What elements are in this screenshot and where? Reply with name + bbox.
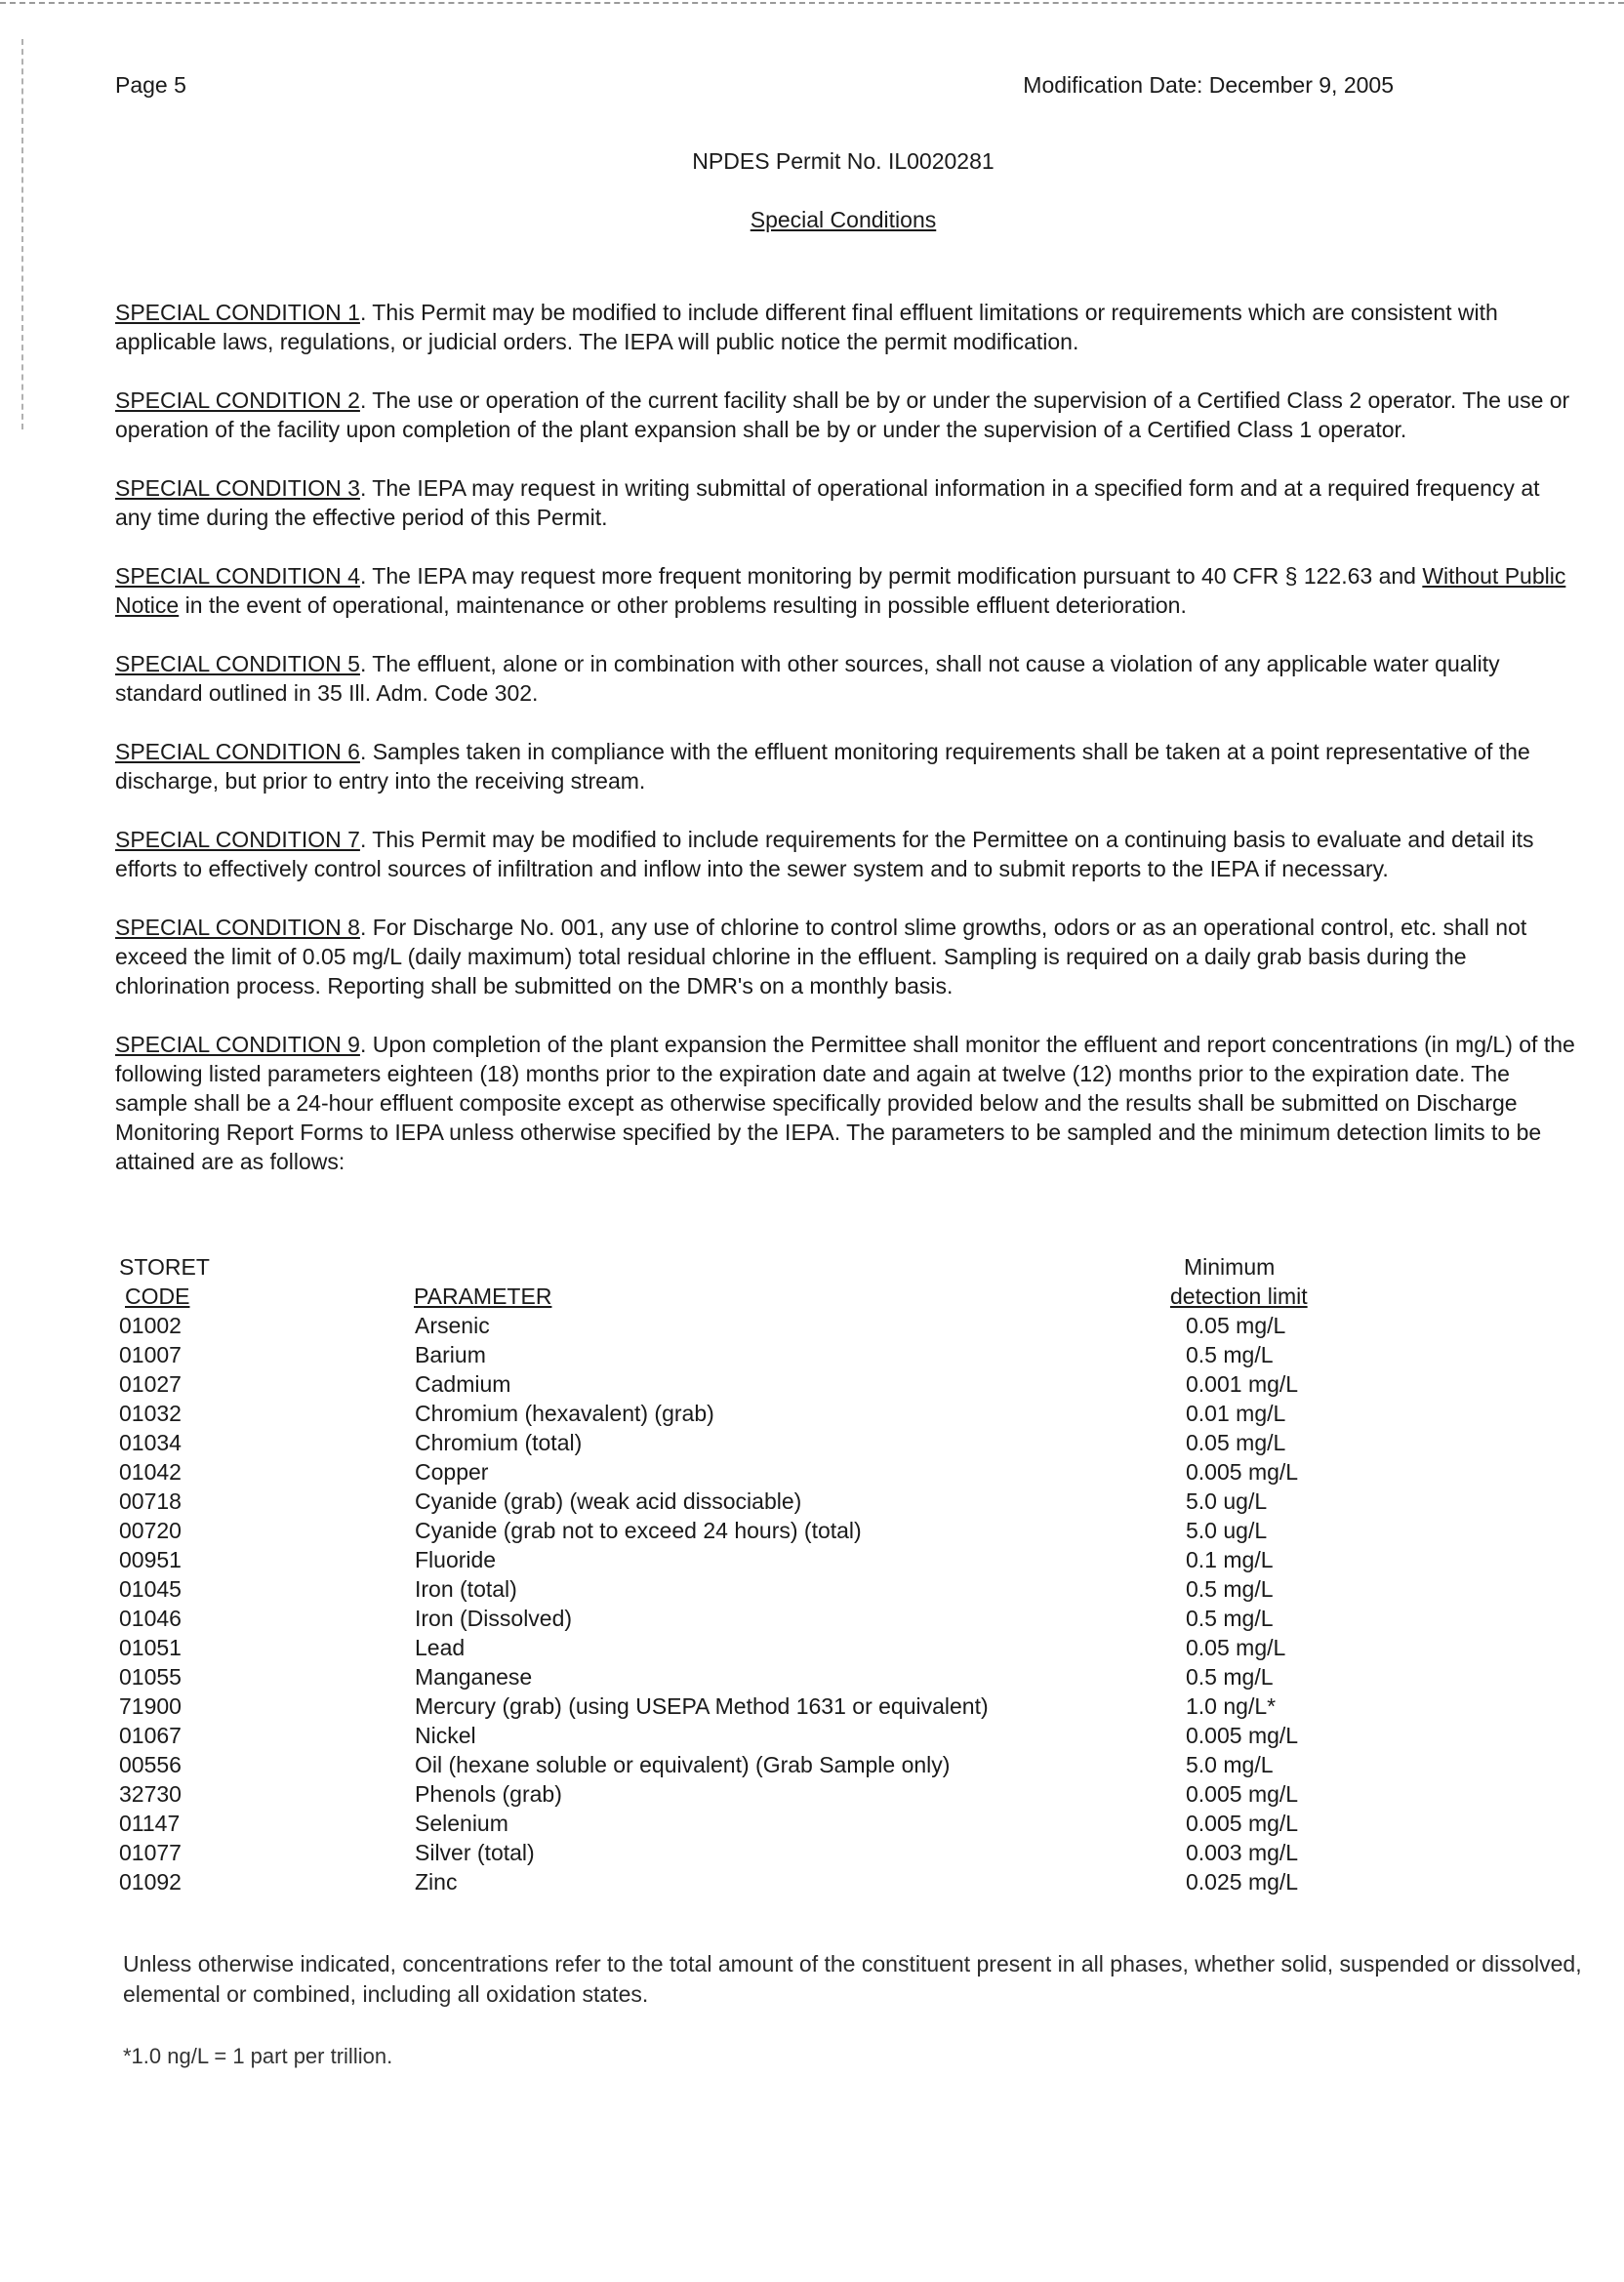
condition-underlined-text: Without Public Notice (115, 563, 1566, 618)
detection-limit: 0.005 mg/L (1186, 1811, 1299, 1836)
parameter-name: Arsenic (415, 1313, 490, 1338)
ngl-footnote: *1.0 ng/L = 1 part per trillion. (123, 2044, 393, 2068)
header-minimum: Minimum (1184, 1254, 1276, 1280)
page-number: Page 5 (115, 72, 186, 98)
storet-code: 71900 (119, 1693, 182, 1719)
permit-number: NPDES Permit No. IL0020281 (692, 148, 995, 174)
scan-artifact-left-border (21, 39, 23, 429)
table-header-row-top (115, 1252, 1335, 1282)
detection-limit: 0.1 mg/L (1186, 1547, 1274, 1572)
table-row (115, 1867, 1335, 1896)
condition-text: . This Permit may be modified to include requirements for the Permittee on a continuing basis to evaluate and detail its efforts to effectively control sources of infiltration and inflow into the sewer system and to submit reports to the IEPA if necessary. (115, 827, 1534, 881)
table-row (115, 1311, 1335, 1340)
detection-limit: 0.05 mg/L (1186, 1635, 1286, 1660)
storet-code: 01055 (119, 1664, 182, 1690)
condition-label: SPECIAL CONDITION 2 (115, 387, 360, 413)
detection-limit: 5.0 ug/L (1186, 1488, 1268, 1514)
table-row (115, 1340, 1335, 1369)
condition-text: . For Discharge No. 001, any use of chlorine to control slime growths, odors or as an operational control, etc. shall not exceed the limit of 0.05 mg/L (daily maximum) total residual chlorine in the effluent. Sampling is required on a daily grab basis during the chlorination process. Reporting shall be submitted on the DMR's on a monthly basis. (115, 915, 1527, 998)
detection-limit: 0.05 mg/L (1186, 1430, 1286, 1455)
table-row (115, 1516, 1335, 1545)
table-row (115, 1750, 1335, 1779)
storet-code: 00556 (119, 1752, 182, 1777)
parameter-name: Manganese (415, 1664, 533, 1690)
storet-code: 01092 (119, 1869, 182, 1895)
parameter-name: Iron (Dissolved) (415, 1606, 573, 1631)
table-row (115, 1838, 1335, 1867)
parameter-name: Cadmium (415, 1371, 511, 1397)
detection-limit: 5.0 mg/L (1186, 1752, 1274, 1777)
header-code: CODE (125, 1284, 190, 1309)
concentration-footnote: Unless otherwise indicated, concentrations refer to the total amount of the constituent present in all phases, whether solid, suspended or dissolved, elemental or combined, including all oxidation states. (123, 1951, 1582, 2007)
parameter-name: Chromium (total) (415, 1430, 583, 1455)
storet-code: 01034 (119, 1430, 182, 1455)
special-condition-1 (115, 298, 1579, 356)
condition-text: . Samples taken in compliance with the effluent monitoring requirements shall be taken at a point representative of the discharge, but prior to entry into the receiving stream. (115, 739, 1530, 794)
table-row (115, 1369, 1335, 1399)
storet-code: 00951 (119, 1547, 182, 1572)
condition-text: . The effluent, alone or in combination with other sources, shall not cause a violation of any applicable water quality standard outlined in 35 Ill. Adm. Code 302. (115, 651, 1500, 706)
storet-code: 01051 (119, 1635, 182, 1660)
table-row (115, 1779, 1335, 1809)
storet-code: 00720 (119, 1518, 182, 1543)
parameter-name: Barium (415, 1342, 486, 1367)
condition-text: . This Permit may be modified to include different final effluent limitations or requirements which are consistent with applicable laws, regulations, or judicial orders. The IEPA will public notice the permit modification. (115, 300, 1498, 354)
parameter-name: Zinc (415, 1869, 458, 1895)
parameter-name: Mercury (grab) (using USEPA Method 1631 or equivalent) (415, 1693, 989, 1719)
storet-code: 01007 (119, 1342, 182, 1367)
detection-limit: 0.005 mg/L (1186, 1723, 1299, 1748)
condition-label: SPECIAL CONDITION 3 (115, 475, 360, 501)
table-row (115, 1545, 1335, 1574)
storet-code: 01032 (119, 1401, 182, 1426)
table-body (115, 1311, 1335, 1896)
parameter-name: Oil (hexane soluble or equivalent) (Grab Sample only) (415, 1752, 951, 1777)
detection-limit: 0.001 mg/L (1186, 1371, 1299, 1397)
detection-limit: 0.005 mg/L (1186, 1459, 1299, 1485)
condition-label: SPECIAL CONDITION 1 (115, 300, 360, 325)
storet-code: 01042 (119, 1459, 182, 1485)
storet-code: 00718 (119, 1488, 182, 1514)
condition-label: SPECIAL CONDITION 7 (115, 827, 360, 852)
detection-limit: 0.005 mg/L (1186, 1781, 1299, 1807)
table-row (115, 1662, 1335, 1691)
parameter-name: Phenols (grab) (415, 1781, 562, 1807)
parameter-name: Iron (total) (415, 1576, 517, 1602)
condition-text: . Upon completion of the plant expansion the Permittee shall monitor the effluent and report concentrations (in mg/L) of the following listed parameters eighteen (18) months prior to the expiration date and again at twelve (12) months prior to the expiration date. The sample shall be a 24-hour effluent composite except as otherwise specifically provided below and the results shall be submitted on Discharge Monitoring Report Forms to IEPA unless otherwise specified by the IEPA. The parameters to be sampled and the minimum detection limits to be attained are as follows: (115, 1032, 1575, 1174)
parameter-name: Cyanide (grab not to exceed 24 hours) (total) (415, 1518, 862, 1543)
special-condition-8 (115, 913, 1579, 1000)
condition-label: SPECIAL CONDITION 9 (115, 1032, 360, 1057)
detection-limit: 0.01 mg/L (1186, 1401, 1286, 1426)
header-parameter: PARAMETER (414, 1284, 552, 1309)
special-condition-5 (115, 649, 1579, 708)
table-row (115, 1604, 1335, 1633)
detection-limit: 0.025 mg/L (1186, 1869, 1299, 1895)
detection-limit: 0.5 mg/L (1186, 1664, 1274, 1690)
condition-text: . The IEPA may request more frequent monitoring by permit modification pursuant to 40 CFR § 122.63 and (359, 563, 1423, 589)
table-row (115, 1633, 1335, 1662)
storet-code: 01046 (119, 1606, 182, 1631)
parameter-name: Lead (415, 1635, 466, 1660)
table-row (115, 1809, 1335, 1838)
header-storet: STORET (119, 1254, 210, 1280)
detection-limit: 0.5 mg/L (1186, 1576, 1274, 1602)
table-header-row (115, 1282, 1335, 1311)
header-detection-limit: detection limit (1170, 1284, 1308, 1309)
special-condition-9 (115, 1030, 1579, 1176)
parameter-name: Nickel (415, 1723, 476, 1748)
parameter-name: Silver (total) (415, 1840, 535, 1865)
special-conditions-list (115, 298, 1579, 1205)
parameter-table (115, 1252, 1335, 1896)
storet-code: 01077 (119, 1840, 182, 1865)
table-row (115, 1487, 1335, 1516)
condition-text: . The use or operation of the current facility shall be by or under the supervision of a Certified Class 2 operator. The use or operation of the facility upon completion of the plant expansion shall be by or under the supervision of a Certified Class 1 operator. (115, 387, 1570, 442)
scan-artifact-top-border (0, 2, 1624, 4)
storet-code: 01147 (119, 1811, 181, 1836)
table-row (115, 1428, 1335, 1457)
detection-limit: 0.5 mg/L (1186, 1606, 1274, 1631)
storet-code: 32730 (119, 1781, 182, 1807)
special-condition-3 (115, 473, 1579, 532)
special-condition-4 (115, 561, 1579, 620)
detection-limit: 0.003 mg/L (1186, 1840, 1299, 1865)
detection-limit: 5.0 ug/L (1186, 1518, 1268, 1543)
detection-limit: 0.5 mg/L (1186, 1342, 1274, 1367)
special-condition-6 (115, 737, 1579, 795)
parameter-name: Fluoride (415, 1547, 497, 1572)
detection-limit: 0.05 mg/L (1186, 1313, 1286, 1338)
parameter-name: Selenium (415, 1811, 508, 1836)
storet-code: 01027 (119, 1371, 182, 1397)
condition-text: in the event of operational, maintenance or other problems resulting in possible effluent deterioration. (179, 592, 1187, 618)
special-condition-7 (115, 825, 1579, 883)
parameter-name: Copper (415, 1459, 489, 1485)
section-title: Special Conditions (750, 207, 937, 232)
modification-date: Modification Date: December 9, 2005 (1023, 72, 1394, 98)
condition-text: . The IEPA may request in writing submittal of operational information in a specified form and at a required frequency at any time during the effective period of this Permit. (115, 475, 1540, 530)
parameter-name: Chromium (hexavalent) (grab) (415, 1401, 714, 1426)
parameter-name: Cyanide (grab) (weak acid dissociable) (415, 1488, 802, 1514)
detection-limit: 1.0 ng/L* (1186, 1693, 1277, 1719)
table-row (115, 1721, 1335, 1750)
storet-code: 01067 (119, 1723, 182, 1748)
special-condition-2 (115, 386, 1579, 444)
table-row (115, 1574, 1335, 1604)
condition-label: SPECIAL CONDITION 6 (115, 739, 360, 764)
storet-code: 01045 (119, 1576, 182, 1602)
condition-label: SPECIAL CONDITION 4 (115, 563, 360, 589)
table-row (115, 1457, 1335, 1487)
storet-code: 01002 (119, 1313, 182, 1338)
table-row (115, 1399, 1335, 1428)
table-row (115, 1691, 1335, 1721)
condition-label: SPECIAL CONDITION 5 (115, 651, 360, 676)
condition-label: SPECIAL CONDITION 8 (115, 915, 360, 940)
